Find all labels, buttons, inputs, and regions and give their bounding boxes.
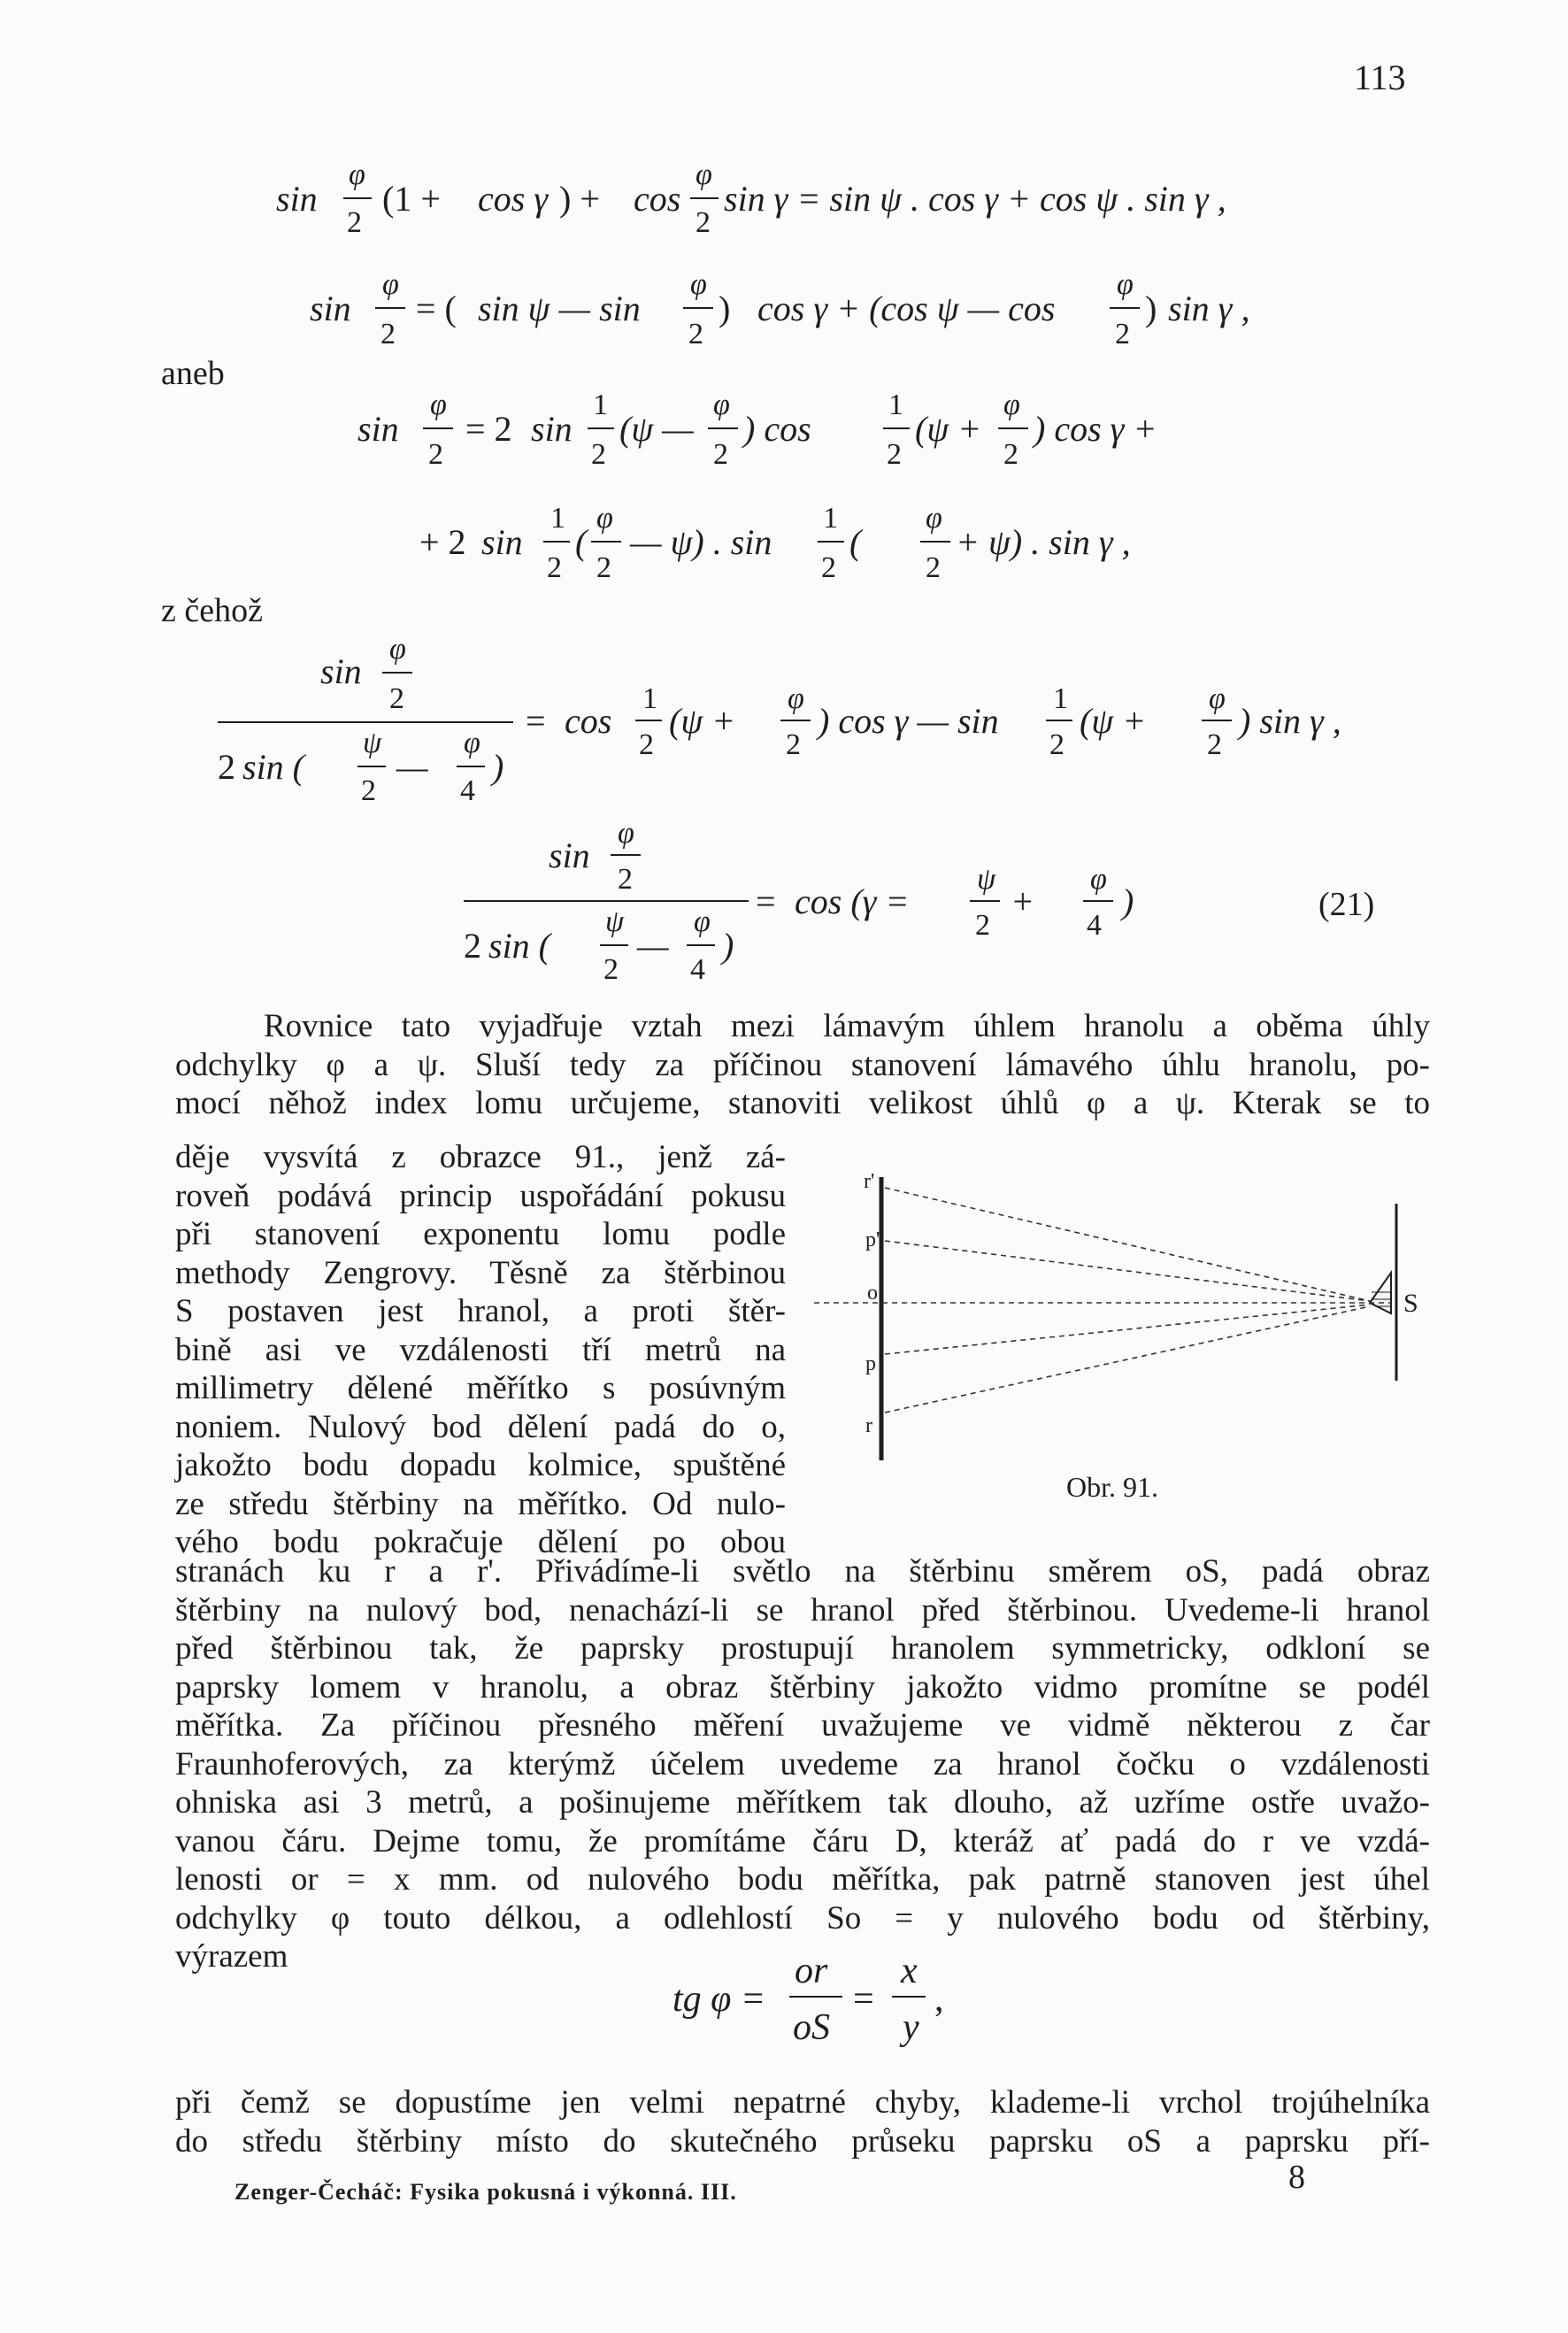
svg-text:sin: sin [310,289,351,328]
svg-text:φ: φ [1209,682,1226,715]
svg-text:φ: φ [713,389,730,421]
text-line: před štěrbinou tak, že paprsky prostupují hranolem symmetricky, odkloní se [175,1630,1430,1667]
svg-text:sin ψ — sin: sin ψ — sin [478,289,641,328]
formula-num2: x [901,1951,918,1991]
text-line: měřítka. Za příčinou přesného měření uvažujeme ve vidmě některou z čar [175,1707,1430,1744]
equation-line-1 [276,158,1226,239]
svg-text:) sin γ ,: ) sin γ , [1239,701,1341,741]
text-line: lenosti or = x mm. od nulového bodu měřítka, pak patrně stanoven jest úhel [175,1861,1430,1898]
svg-text:(: ( [575,522,588,562]
svg-text:) +: ) + [559,179,600,219]
svg-text:=: = [526,701,546,741]
svg-text:2: 2 [591,438,606,471]
svg-text:2: 2 [361,774,376,807]
svg-text:φ: φ [788,682,804,715]
svg-text:φ: φ [430,389,447,421]
svg-text:φ: φ [1117,268,1134,301]
formula-tail: , [934,1979,944,2020]
text-line: roveň podává princip uspořádání pokusu [175,1177,786,1214]
equation-line-3 [357,389,1157,471]
label-z-cehoz: z čehož [161,592,263,629]
svg-text:2: 2 [618,863,633,896]
formula-lhs: tg φ = [673,1979,766,2020]
svg-text:): ) [1145,289,1157,328]
formula-num1: or [795,1951,828,1991]
intro-paragraph [175,1007,1430,1123]
svg-text:): ) [722,926,734,966]
svg-text:4: 4 [460,774,475,807]
text-line: při stanovení exponentu lomu podle [175,1216,786,1252]
text-line: ze středu štěrbiny na měřítko. Od nulo- [175,1485,786,1522]
svg-text:= 2: = 2 [465,409,512,449]
rays [814,1188,1391,1413]
figure-labels [864,1170,1418,1437]
svg-text:) cos γ +: ) cos γ + [1034,409,1157,449]
svg-text:2: 2 [347,206,362,239]
text-line: odchylky φ touto délkou, a odlehlostí So = y nulového bodu od štěrbiny, [175,1899,1430,1936]
svg-text:φ: φ [389,633,406,666]
svg-text:φ: φ [696,158,712,191]
svg-text:φ: φ [618,817,634,850]
svg-text:2: 2 [639,728,654,761]
svg-text:(ψ +: (ψ + [669,701,736,741]
label-S: S [1403,1289,1418,1318]
figure-caption: Obr. 91. [1066,1471,1158,1503]
svg-text:cos: cos [634,179,681,219]
text-line: stranách ku r a r'. Přivádíme-li světlo na štěrbinu směrem oS, padá obraz [175,1553,1430,1590]
equation-line-2 [310,268,1249,350]
label-r: r [865,1414,872,1437]
svg-text:=: = [756,882,776,921]
svg-text:φ: φ [690,268,707,301]
svg-text:(ψ +: (ψ + [1080,701,1147,741]
prism [1370,1273,1391,1313]
text-line: děje vysvítá z obrazce 91., jenž zá- [175,1139,786,1175]
svg-text:cos: cos [565,701,612,741]
text-line: do středu štěrbiny místo do skutečného průseku paprsku oS a paprsku pří- [175,2122,1430,2160]
svg-text:2: 2 [596,551,611,584]
svg-text:φ: φ [349,158,365,191]
svg-text:sin γ ,: sin γ , [1168,289,1250,328]
svg-text:2: 2 [696,206,711,239]
label-p: p [865,1352,876,1375]
svg-text:(1 +: (1 + [382,179,441,219]
svg-text:2: 2 [1207,728,1222,761]
tangent-formula [655,1947,1009,2062]
svg-text:2: 2 [380,318,396,350]
formula-den1: oS [793,2007,830,2048]
svg-text:2: 2 [218,747,235,787]
svg-text:φ: φ [1003,389,1020,421]
equation-line-5 [218,633,1341,807]
text-line: výrazem [175,1938,288,1975]
formula-eq2: = [853,1979,874,2020]
text-line: Fraunhoferových, za kterýmž účelem uvedeme za hranol čočku o vzdálenosti [175,1745,1430,1782]
text-line: vého bodu pokračuje dělení po obou [175,1524,786,1560]
svg-text:4: 4 [690,953,705,986]
svg-text:2: 2 [821,551,836,584]
svg-text:2: 2 [1049,728,1065,761]
svg-text:2: 2 [713,438,728,471]
formula-den2: y [903,2007,919,2048]
svg-text:sin (: sin ( [488,926,550,966]
svg-text:2: 2 [975,909,990,942]
end-paragraph [175,2083,1430,2160]
text-line: mocí něhož index lomu určujeme, stanoviti velikost úhlů φ a ψ. Kterak se to [175,1085,1430,1121]
label-o: o [867,1282,878,1305]
svg-text:4: 4 [1087,909,1102,942]
svg-text:2: 2 [887,438,902,471]
label-r-prime: r' [864,1170,875,1193]
svg-text:+ ψ) . sin γ ,: + ψ) . sin γ , [956,522,1131,562]
text-line: S postaven jest hranol, a proti štěr- [175,1293,786,1329]
svg-text:) cos γ — sin: ) cos γ — sin [818,701,999,741]
wrapped-paragraph [175,1138,786,1562]
equation-line-6 [464,817,1134,986]
svg-text:2: 2 [603,953,619,986]
text-line: methody Zengrovy. Těsně za štěrbinou [175,1254,786,1291]
text-line: bině asi ve vzdálenosti tří metrů na [175,1331,786,1368]
text-line: noniem. Nulový bod dělení padá do o, [175,1408,786,1445]
text-line: millimetry dělené měřítko s posúvným [175,1370,786,1406]
svg-text:cos γ: cos γ [478,179,549,219]
svg-text:(ψ —: (ψ — [619,409,694,449]
svg-text:1: 1 [1053,682,1068,715]
svg-text:2: 2 [389,682,404,715]
svg-text:φ: φ [1090,863,1107,896]
svg-text:—: — [637,926,669,966]
svg-text:2: 2 [926,551,941,584]
svg-text:cos γ + (cos ψ — cos: cos γ + (cos ψ — cos [757,289,1056,328]
equation-line-4 [419,502,1131,584]
svg-text:) cos: ) cos [743,409,811,449]
svg-text:): ) [492,747,504,787]
svg-text:= (: = ( [416,289,457,328]
running-footer: Zenger-Čecháč: Fysika pokusná i výkonná. III. [234,2179,737,2205]
svg-text:φ: φ [382,268,399,301]
svg-text:1: 1 [550,502,565,535]
svg-text:1: 1 [823,502,838,535]
svg-text:sin: sin [481,522,523,562]
svg-text:2: 2 [428,438,443,471]
main-paragraph [175,1552,1430,1976]
equation-block [0,0,1568,1000]
svg-text:sin: sin [357,409,399,449]
svg-text:φ: φ [596,502,613,535]
svg-text:sin (: sin ( [242,747,304,787]
svg-text:ψ: ψ [363,727,382,759]
svg-text:2: 2 [688,318,703,350]
svg-text:ψ: ψ [977,863,996,896]
svg-text:φ: φ [694,905,711,938]
svg-text:+: + [1011,882,1034,921]
svg-text:— ψ) . sin: — ψ) . sin [630,522,772,562]
svg-text:ψ: ψ [605,905,625,938]
svg-text:sin γ = sin ψ . cos γ + cos ψ: sin γ = sin ψ . cos γ + cos ψ . sin γ , [724,179,1226,219]
label-aneb: aneb [161,355,225,392]
svg-text:cos (γ =: cos (γ = [795,882,910,921]
svg-text:1: 1 [642,682,657,715]
svg-text:1: 1 [888,389,903,421]
svg-text:2: 2 [1115,318,1130,350]
equation-number: (21) [1318,886,1375,923]
svg-text:sin: sin [276,179,318,219]
text-line: vanou čáru. Dejme tomu, že promítáme čáru D, kteráž ať padá do r ve vzdá- [175,1822,1430,1859]
label-p-prime: p' [865,1228,880,1251]
svg-text:): ) [719,289,731,328]
svg-text:2: 2 [1003,438,1018,471]
text-line: štěrbiny na nulový bod, nenachází-li se hranol před štěrbinou. Uvedeme-li hranol [175,1591,1430,1628]
svg-text:2: 2 [786,728,801,761]
signature-mark: 8 [1288,2159,1305,2196]
page-number: 113 [1354,58,1406,97]
svg-text:φ: φ [464,727,480,759]
figure-91 [796,1168,1433,1505]
svg-text:sin: sin [549,835,590,875]
svg-text:(: ( [849,522,862,562]
svg-text:): ) [1122,882,1134,921]
text-line: Rovnice tato vyjadřuje vztah mezi lámavým úhlem hranolu a oběma úhly [264,1008,1430,1044]
text-line: paprsky lomem v hranolu, a obraz štěrbiny jakožto vidmo promítne se podél [175,1668,1430,1705]
text-line: ohniska asi 3 metrů, a pošinujeme měřítkem tak dlouho, až uzříme ostře uvažo- [175,1784,1430,1821]
svg-text:sin: sin [320,651,362,691]
svg-text:—: — [396,747,428,787]
svg-text:2: 2 [464,926,481,966]
svg-text:+ 2: + 2 [419,522,466,562]
svg-text:2: 2 [547,551,562,584]
text-line: při čemž se dopustíme jen velmi nepatrné chyby, klademe-li vrchol trojúhelníka [175,2084,1430,2121]
svg-text:φ: φ [926,502,942,535]
svg-text:sin: sin [531,409,573,449]
svg-text:1: 1 [593,389,608,421]
text-line: jakožto bodu dopadu kolmice, spuštěné [175,1447,786,1483]
text-line: odchylky φ a ψ. Sluší tedy za příčinou stanovení lámavého úhlu hranolu, po- [175,1046,1430,1083]
svg-text:(ψ +: (ψ + [915,409,982,449]
